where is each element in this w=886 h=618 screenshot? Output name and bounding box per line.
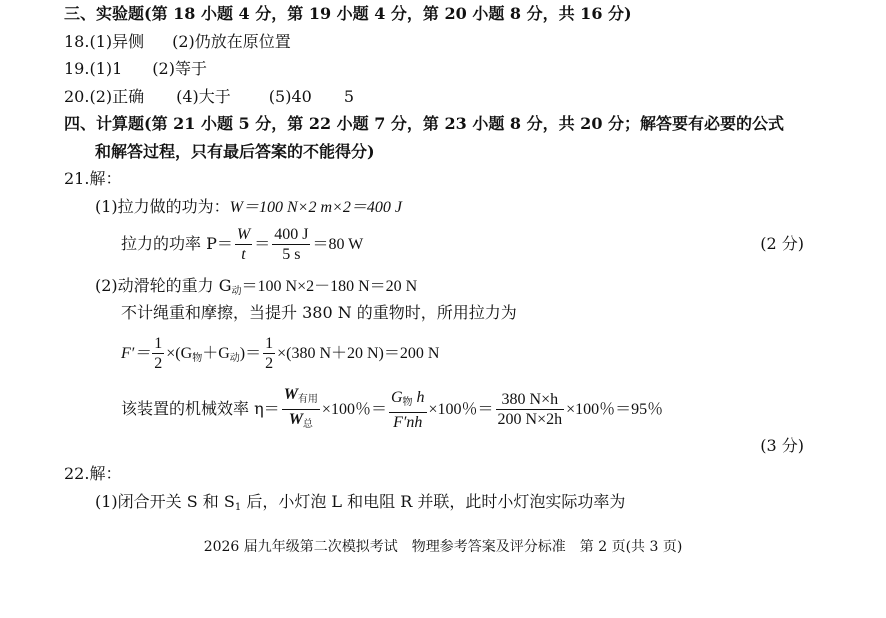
question-number: 18. (64, 32, 90, 51)
efficiency-equation (121, 385, 663, 434)
subscript: 物 (402, 396, 413, 408)
force-label: F′＝ (121, 345, 151, 362)
equals: ＝ (254, 234, 271, 253)
denominator: 200 N×2h (497, 411, 563, 428)
answer-19 (64, 59, 207, 79)
answer-part: (5)40 (268, 87, 312, 106)
subscript: 物 (192, 353, 203, 364)
answer-part: (1)异侧 (89, 32, 145, 51)
denominator: 2 (154, 355, 163, 372)
fraction (282, 385, 320, 434)
answer-part: (1)1 (89, 59, 123, 78)
answer-21-label: 21.解： (64, 169, 122, 188)
answer-20 (64, 87, 354, 107)
power-result: ＝80 W (312, 236, 364, 253)
math-text: ×(G (166, 345, 193, 362)
part-text: (2)动滑轮的重力 G (95, 276, 232, 295)
score-badge: (2 分) (760, 234, 804, 253)
subscript: 动 (229, 353, 240, 364)
numerator: 1 (265, 335, 274, 352)
fraction (235, 225, 252, 264)
work-equation: W＝100 N×2 m×2＝400 J (229, 199, 402, 216)
numerator: 400 J (274, 226, 309, 243)
fraction (389, 388, 427, 432)
math-text: ×100％＝ (428, 401, 494, 418)
math-text: )＝ (239, 345, 262, 362)
denominator: 5 s (282, 246, 301, 263)
subscript: 动 (231, 286, 242, 297)
math-text: ＋G (202, 345, 230, 362)
question-number: 19. (64, 59, 90, 78)
numerator: W (283, 386, 298, 403)
fraction (272, 225, 310, 264)
section-3-header: 三、实验题(第 18 小题 4 分，第 19 小题 4 分，第 20 小题 8 分，共 16 分) (64, 4, 632, 23)
part-text: 后，小灯泡 L 和电阻 R 并联，此时小灯泡实际功率为 (241, 492, 626, 511)
answer-22-label: 22.解： (64, 464, 122, 483)
fraction (263, 334, 275, 373)
subscript: 1 (234, 502, 242, 513)
fraction (496, 390, 565, 429)
numerator: 380 N×h (496, 390, 565, 410)
power-label: 拉力的功率 P＝ (121, 234, 233, 253)
score-badge: (3 分) (760, 436, 804, 455)
subscript: 总 (302, 419, 313, 430)
denominator: W (288, 411, 303, 428)
question-number: 20. (64, 87, 90, 106)
numerator: W (236, 226, 251, 243)
denominator: t (241, 246, 246, 263)
math-text: ×(380 N＋20 N)＝200 N (277, 345, 440, 362)
efficiency-label: 该装置的机械效率 η＝ (121, 399, 280, 418)
math-text: ×100％＝95％ (566, 401, 664, 418)
power-equation (121, 224, 363, 265)
answer-part: (2)仍放在原位置 (172, 32, 291, 51)
section-4-header-line1: 四、计算题(第 21 小题 5 分，第 22 小题 7 分，第 23 小题 8 分，共 20 分；解答要有必要的公式 (64, 114, 785, 133)
numerator: 1 (154, 335, 163, 352)
answer-21-part2-line2: 不计绳重和摩擦，当提升 380 N 的重物时，所用拉力为 (121, 303, 517, 322)
gravity-equation: ＝100 N×2－180 N＝20 N (241, 278, 418, 295)
answer-part: 5 (343, 87, 355, 106)
part-text: (1)闭合开关 S 和 S (95, 492, 235, 511)
page-footer: 2026 届九年级第二次模拟考试 物理参考答案及评分标准 第 2 页(共 3 页) (203, 539, 683, 555)
denominator: F′nh (393, 413, 423, 431)
force-equation (121, 333, 439, 379)
answer-part: (2)正确 (89, 87, 145, 106)
math-text: ×100％＝ (321, 401, 387, 418)
answer-21-part1 (95, 197, 402, 218)
numerator: G (390, 388, 403, 406)
answer-part: (4)大于 (176, 87, 231, 106)
numerator: h (412, 388, 425, 406)
answer-part: (2)等于 (152, 59, 207, 78)
answer-18 (64, 32, 291, 52)
fraction (152, 334, 164, 373)
part-text: (1)拉力做的功为： (95, 197, 230, 216)
subscript: 有用 (297, 394, 318, 405)
section-4-header-line2: 和解答过程，只有最后答案的不能得分) (95, 142, 375, 161)
answer-21-part2 (95, 276, 417, 302)
answer-22-part1 (95, 492, 625, 518)
denominator: 2 (265, 355, 274, 372)
